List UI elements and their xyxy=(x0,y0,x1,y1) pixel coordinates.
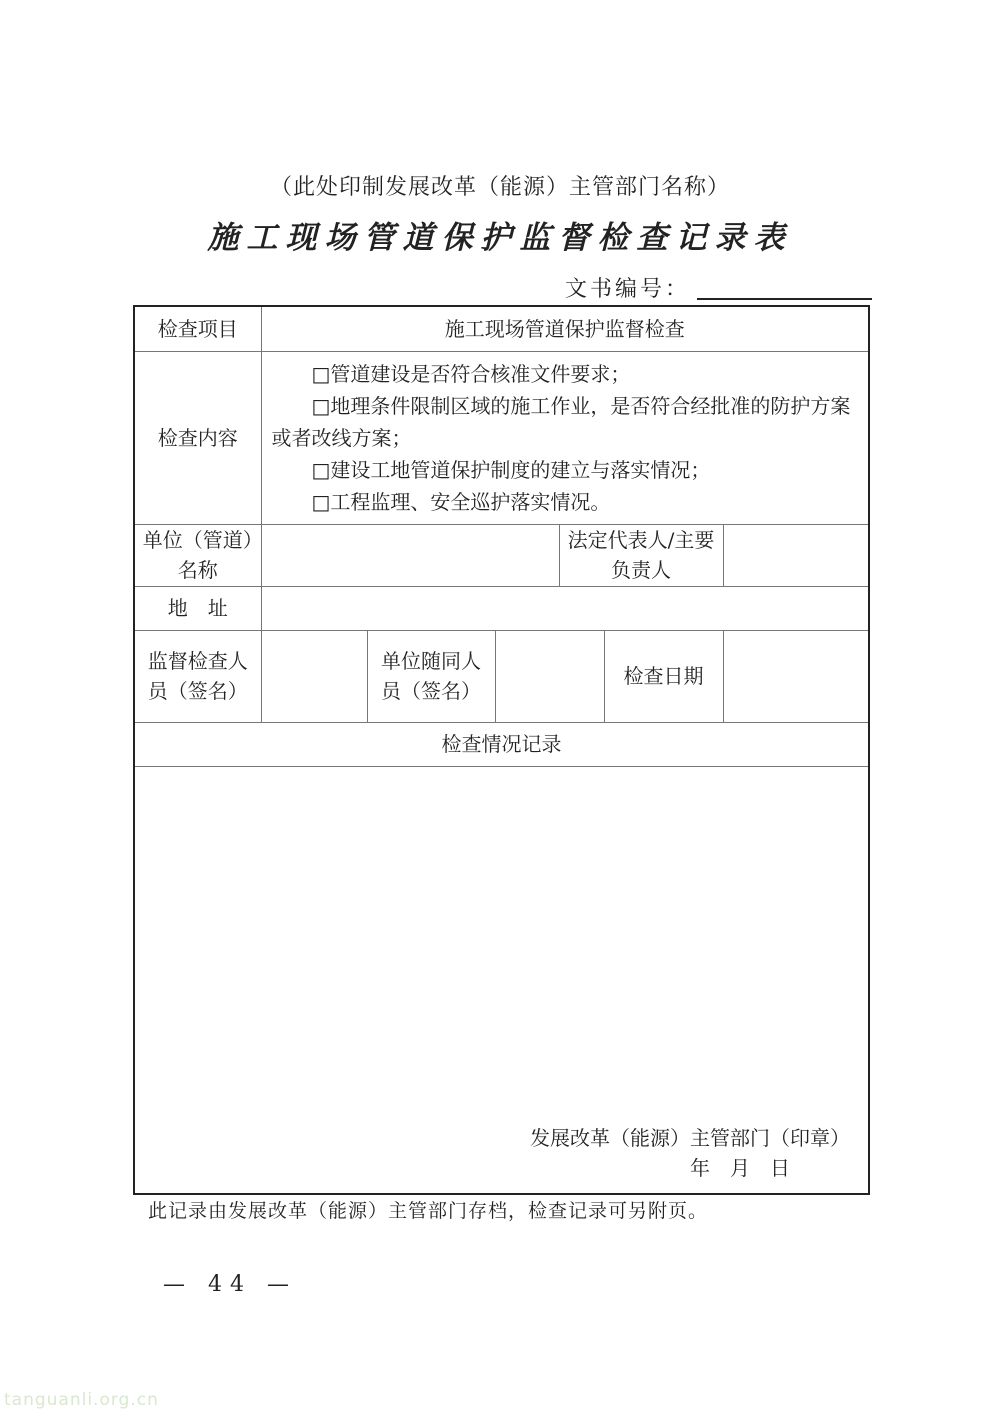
legal-rep-field[interactable] xyxy=(723,524,869,586)
label-inspection-item: 检查项目 xyxy=(134,306,261,351)
record-body-field[interactable] xyxy=(134,766,869,1194)
label-accompanying-staff: 单位随同人员（签名） xyxy=(367,630,495,722)
label-legal-rep: 法定代表人/主要负责人 xyxy=(559,524,723,586)
checkbox-item[interactable]: □工程监理、安全巡护落实情况。 xyxy=(311,489,611,514)
label-inspector: 监督检查人员（签名） xyxy=(134,630,261,722)
checkbox-item[interactable]: □地理条件限制区域的施工作业，是否符合经批准的防护方案或者改线方案； xyxy=(271,393,851,450)
row-inspection-content xyxy=(134,351,869,524)
row-address xyxy=(134,586,869,630)
row-staff xyxy=(134,630,869,722)
footer-note: 此记录由发展改革（能源）主管部门存档，检查记录可另附页。 xyxy=(148,1200,709,1222)
inspection-date-field[interactable] xyxy=(723,630,869,722)
doc-number-label: 文书编号： xyxy=(565,277,691,302)
row-record-body xyxy=(134,766,869,1194)
accompanying-signature-field[interactable] xyxy=(495,630,604,722)
label-inspection-date: 检查日期 xyxy=(604,630,723,722)
stamp-label: 发展改革（能源）主管部门（印章） xyxy=(530,1125,851,1150)
inspection-content-list xyxy=(261,351,869,524)
inspector-signature-field[interactable] xyxy=(261,630,367,722)
date-line: 年 月 日 xyxy=(690,1155,791,1180)
row-unit-name xyxy=(134,524,869,586)
page-number: — 44 — xyxy=(163,1272,297,1297)
doc-number-field[interactable] xyxy=(697,298,872,300)
record-header: 检查情况记录 xyxy=(134,722,869,766)
checkbox-item[interactable]: □建设工地管道保护制度的建立与落实情况； xyxy=(311,457,711,482)
checkbox-item[interactable]: □管道建设是否符合核准文件要求； xyxy=(311,361,631,386)
value-inspection-item: 施工现场管道保护监督检查 xyxy=(261,306,869,351)
page-title: 施工现场管道保护监督检查记录表 xyxy=(207,220,793,256)
department-name-placeholder: （此处印制发展改革（能源）主管部门名称） xyxy=(269,175,730,200)
label-unit-name: 单位（管道）名称 xyxy=(134,524,261,586)
row-inspection-item xyxy=(134,306,869,351)
unit-name-field[interactable] xyxy=(261,524,559,586)
row-record-header xyxy=(134,722,869,766)
label-address: 地 址 xyxy=(134,586,261,630)
inspection-form-table xyxy=(133,305,870,1195)
label-inspection-content: 检查内容 xyxy=(134,351,261,524)
address-field[interactable] xyxy=(261,586,869,630)
watermark: tanguanli.org.cn xyxy=(4,1390,159,1410)
